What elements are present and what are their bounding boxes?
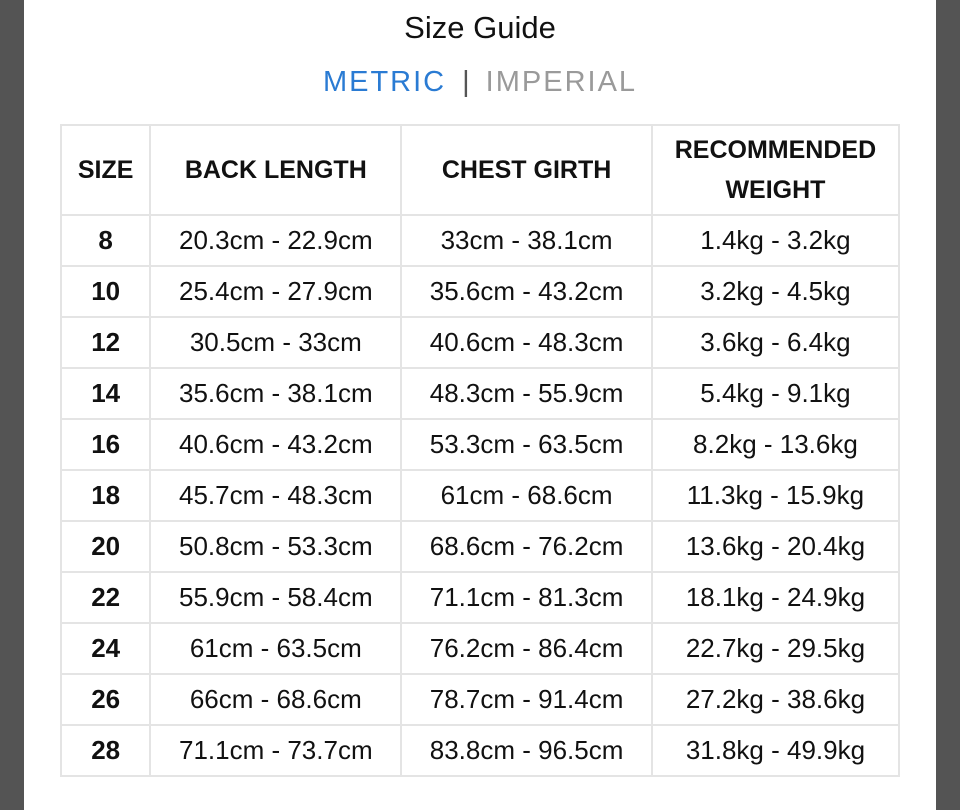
weight-cell: 3.6kg - 6.4kg (652, 317, 899, 368)
weight-cell: 18.1kg - 24.9kg (652, 572, 899, 623)
chest-girth-cell: 71.1cm - 81.3cm (401, 572, 652, 623)
header-chest-girth: CHEST GIRTH (401, 125, 652, 215)
page-title: Size Guide (404, 10, 556, 45)
table-row (61, 470, 899, 521)
chest-girth-cell: 33cm - 38.1cm (401, 215, 652, 266)
chest-girth-cell: 78.7cm - 91.4cm (401, 674, 652, 725)
chest-girth-cell: 83.8cm - 96.5cm (401, 725, 652, 776)
header-recommended-weight (652, 125, 899, 215)
size-cell: 22 (61, 572, 150, 623)
table-row (61, 521, 899, 572)
header-size: SIZE (61, 125, 150, 215)
table-row (61, 419, 899, 470)
chest-girth-cell: 68.6cm - 76.2cm (401, 521, 652, 572)
back-length-cell: 71.1cm - 73.7cm (150, 725, 401, 776)
table-row (61, 266, 899, 317)
unit-separator: | (462, 66, 470, 98)
table-row (61, 725, 899, 776)
unit-toggle (24, 66, 936, 99)
back-length-cell: 50.8cm - 53.3cm (150, 521, 401, 572)
table-row (61, 317, 899, 368)
weight-cell: 3.2kg - 4.5kg (652, 266, 899, 317)
table-body (61, 215, 899, 776)
table-row (61, 215, 899, 266)
size-cell: 28 (61, 725, 150, 776)
size-cell: 20 (61, 521, 150, 572)
chest-girth-cell: 53.3cm - 63.5cm (401, 419, 652, 470)
header-weight-line2: WEIGHT (725, 176, 826, 204)
weight-cell: 31.8kg - 49.9kg (652, 725, 899, 776)
back-length-cell: 25.4cm - 27.9cm (150, 266, 401, 317)
chest-girth-cell: 61cm - 68.6cm (401, 470, 652, 521)
size-table (60, 124, 900, 777)
size-cell: 24 (61, 623, 150, 674)
table-header-row (61, 125, 899, 215)
back-length-cell: 40.6cm - 43.2cm (150, 419, 401, 470)
size-cell: 14 (61, 368, 150, 419)
back-length-cell: 35.6cm - 38.1cm (150, 368, 401, 419)
weight-cell: 5.4kg - 9.1kg (652, 368, 899, 419)
weight-cell: 22.7kg - 29.5kg (652, 623, 899, 674)
weight-cell: 11.3kg - 15.9kg (652, 470, 899, 521)
back-length-cell: 20.3cm - 22.9cm (150, 215, 401, 266)
back-length-cell: 55.9cm - 58.4cm (150, 572, 401, 623)
chest-girth-cell: 76.2cm - 86.4cm (401, 623, 652, 674)
chest-girth-cell: 48.3cm - 55.9cm (401, 368, 652, 419)
header-back-length: BACK LENGTH (150, 125, 401, 215)
weight-cell: 1.4kg - 3.2kg (652, 215, 899, 266)
imperial-unit-button[interactable]: IMPERIAL (485, 66, 638, 98)
size-cell: 26 (61, 674, 150, 725)
table-row (61, 572, 899, 623)
size-cell: 12 (61, 317, 150, 368)
size-guide-panel (24, 0, 936, 810)
metric-unit-button[interactable]: METRIC (322, 66, 447, 98)
weight-cell: 8.2kg - 13.6kg (652, 419, 899, 470)
size-cell: 18 (61, 470, 150, 521)
chest-girth-cell: 40.6cm - 48.3cm (401, 317, 652, 368)
chest-girth-cell: 35.6cm - 43.2cm (401, 266, 652, 317)
size-cell: 8 (61, 215, 150, 266)
size-cell: 10 (61, 266, 150, 317)
back-length-cell: 45.7cm - 48.3cm (150, 470, 401, 521)
size-cell: 16 (61, 419, 150, 470)
weight-cell: 27.2kg - 38.6kg (652, 674, 899, 725)
back-length-cell: 61cm - 63.5cm (150, 623, 401, 674)
table-row (61, 623, 899, 674)
table-row (61, 674, 899, 725)
back-length-cell: 66cm - 68.6cm (150, 674, 401, 725)
table-row (61, 368, 899, 419)
header-weight-line1: RECOMMENDED (674, 136, 877, 164)
weight-cell: 13.6kg - 20.4kg (652, 521, 899, 572)
back-length-cell: 30.5cm - 33cm (150, 317, 401, 368)
